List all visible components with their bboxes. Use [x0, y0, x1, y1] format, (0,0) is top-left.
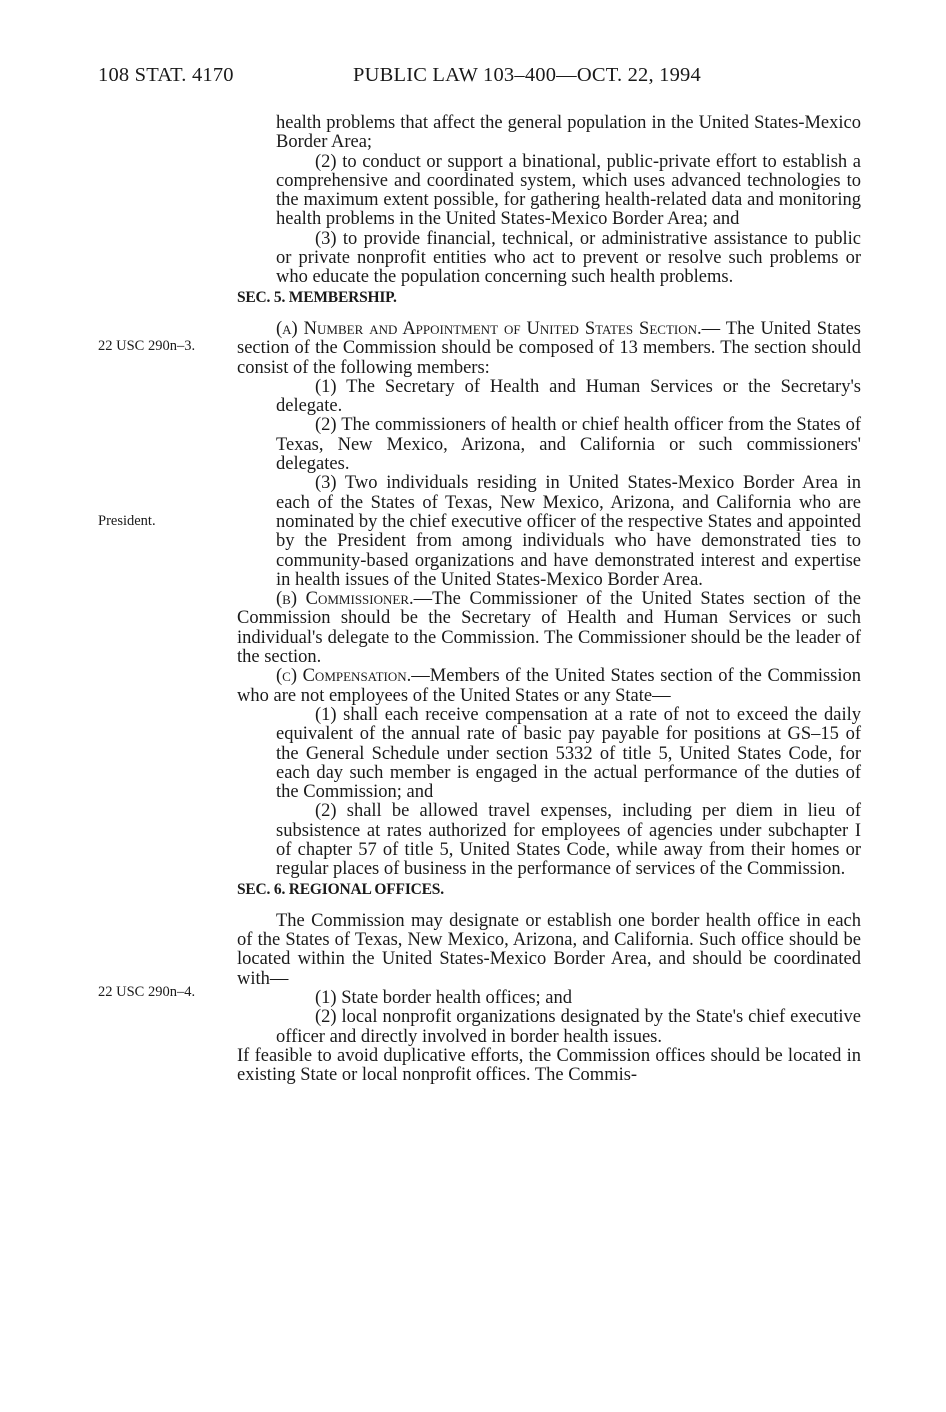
paragraph-item-2: (2) to conduct or support a binational, public-private effort to establish a comprehensive and coordinated system, which uses advanced technologies to the maximum extent possible, for gathering health-related data and monitoring health problems in the United States-Mexico Border Area; and [276, 151, 861, 230]
margin-note-president: President. [98, 513, 156, 529]
subsection-c [237, 667, 861, 706]
subsection-c-text: —Members of the United States section of the Commission who are not employees of the United States or any State— [237, 666, 862, 706]
running-head [98, 64, 858, 94]
subsection-c-item-1: (1) shall each receive compensation at a rate of not to exceed the daily equivalent of the annual rate of basic pay payable for positions at GS–15 of the General Schedule under section 5332 of title 5, United States Code, for each day such member is engaged in the actual performance of the duties of the Commission; and [276, 704, 861, 803]
section-6-item-2: (2) local nonprofit organizations designated by the State's chief executive officer and directly involved in border health issues. [276, 1007, 861, 1047]
body-text [237, 114, 861, 1086]
paragraph-item-3: (3) to provide financial, technical, or administrative assistance to public or private nonprofit entities who act to prevent or resolve such problems or who educate the population concerning such health problems. [276, 228, 861, 288]
subsection-a [237, 320, 861, 378]
paragraph-continuation: health problems that affect the general population in the United States-Mexico Border Area; [276, 113, 861, 153]
section-6-heading: SEC. 6. REGIONAL OFFICES. [237, 880, 444, 898]
subsection-b-text: —The Commissioner of the United States section of the Commission should be the Secretary of Health and Human Services or such individual's delegate to the Commission. The Commissioner should be the leader of the section. [237, 589, 861, 668]
running-title: PUBLIC LAW 103–400—OCT. 22, 1994 [353, 64, 701, 86]
margin-note-usc-290n-3: 22 USC 290n–3. [98, 338, 196, 354]
subsection-a-item-2: (2) The commissioners of health or chief health officer from the States of Texas, New Mexico, Arizona, and California or such commissioners' delegates. [276, 415, 861, 475]
subsection-c-heading: (c) Compensation. [276, 666, 412, 687]
subsection-a-heading: (a) Number and Appointment of United States Section.— [276, 318, 721, 339]
margin-note-usc-290n-4: 22 USC 290n–4. [98, 984, 196, 1000]
subsection-c-item-2: (2) shall be allowed travel expenses, including per diem in lieu of subsistence at rates authorized for employees of agencies under subchapter I of chapter 57 of title 5, United States Code, while away from their homes or regular places of business in the performance of services of the Commission. [276, 801, 861, 880]
section-6-text: The Commission may designate or establish one border health office in each of the States of Texas, New Mexico, Arizona, and California. Such office should be located within the United States-Mexico Border Area, and should be coordinated with— [237, 910, 861, 989]
subsection-b-heading: (b) Commissioner. [276, 589, 414, 610]
subsection-a-item-3: (3) Two individuals residing in United States-Mexico Border Area in each of the States of Texas, New Mexico, Arizona, and California who are nominated by the chief executive officer of the respective States and appointed by the President from among individuals who have demonstrated ties to community-based organizations and have demonstrated interest and expertise in health issues of the United States-Mexico Border Area. [276, 473, 861, 590]
section-5-heading: SEC. 5. MEMBERSHIP. [237, 288, 397, 306]
subsection-a-item-1: (1) The Secretary of Health and Human Services or the Secretary's delegate. [276, 376, 861, 417]
section-6-closing: If feasible to avoid duplicative efforts, the Commission offices should be located in existing State or local nonprofit offices. The Commis- [237, 1045, 861, 1086]
page-folio: 108 STAT. 4170 [98, 64, 234, 86]
subsection-a-text: The United States section of the Commission should be composed of 13 members. The section should consist of the following members: [237, 318, 861, 378]
subsection-b [237, 590, 861, 667]
section-6-item-1: (1) State border health offices; and [315, 988, 573, 1009]
